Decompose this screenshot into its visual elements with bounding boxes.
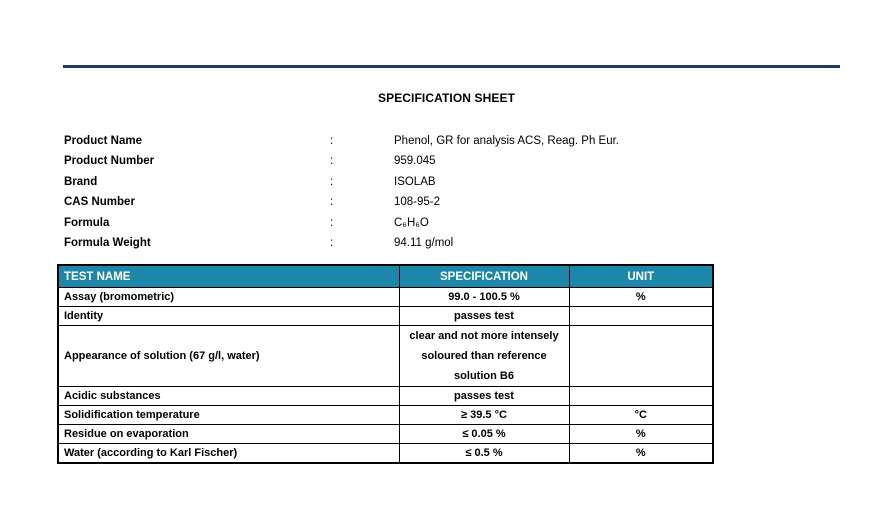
product-info-value: ISOLAB (394, 175, 436, 188)
cell-test-name: Solidification temperature (58, 406, 399, 425)
product-info-row (64, 192, 784, 212)
cell-test-name: Assay (bromometric) (58, 288, 399, 307)
cell-specification: ≤ 0.05 % (399, 425, 569, 444)
cell-unit: °C (569, 406, 713, 425)
product-info (64, 131, 784, 253)
product-info-row (64, 131, 784, 151)
colon-separator: : (330, 175, 334, 188)
column-header-unit: UNIT (569, 265, 713, 288)
column-header-specification: SPECIFICATION (399, 265, 569, 288)
table-row (58, 406, 713, 425)
cell-unit: % (569, 288, 713, 307)
product-info-row (64, 233, 784, 253)
header-rule (63, 65, 840, 68)
table-row (58, 425, 713, 444)
colon-separator: : (330, 155, 334, 168)
product-info-value: Phenol, GR for analysis ACS, Reag. Ph Eur. (394, 135, 620, 147)
product-info-label: CAS Number (64, 196, 135, 209)
cell-unit (569, 307, 713, 326)
product-info-label: Product Name (64, 135, 142, 147)
product-info-row (64, 172, 784, 192)
cell-test-name: Water (according to Karl Fischer) (58, 444, 399, 464)
table-header-row (58, 265, 713, 288)
cell-unit (569, 387, 713, 406)
table-row (58, 288, 713, 307)
cell-specification: clear and not more intensely soloured than reference solution B6 (399, 326, 569, 387)
colon-separator: : (330, 135, 334, 147)
table-row (58, 307, 713, 326)
product-info-value: 959.045 (394, 155, 436, 168)
cell-specification: passes test (399, 387, 569, 406)
specification-table (57, 264, 714, 464)
colon-separator: : (330, 236, 334, 249)
table-row (58, 444, 713, 464)
product-info-row (64, 213, 784, 233)
cell-specification: ≥ 39.5 °C (399, 406, 569, 425)
table-row (58, 326, 713, 387)
cell-unit: % (569, 444, 713, 464)
product-info-row (64, 151, 784, 171)
colon-separator: : (330, 216, 334, 229)
product-info-label: Formula Weight (64, 236, 151, 249)
product-info-label: Formula (64, 216, 110, 229)
column-header-test-name: TEST NAME (58, 265, 399, 288)
cell-specification: passes test (399, 307, 569, 326)
product-info-label: Brand (64, 175, 98, 188)
cell-test-name: Residue on evaporation (58, 425, 399, 444)
cell-unit (569, 326, 713, 387)
colon-separator: : (330, 196, 334, 209)
cell-specification: ≤ 0.5 % (399, 444, 569, 464)
page-title: SPECIFICATION SHEET (377, 91, 516, 105)
product-info-value: C₆H₆O (394, 216, 429, 229)
cell-unit: % (569, 425, 713, 444)
product-info-value: 94.11 g/mol (394, 236, 454, 249)
cell-test-name: Appearance of solution (67 g/l, water) (58, 326, 399, 387)
product-info-value: 108-95-2 (394, 196, 441, 209)
cell-test-name: Acidic substances (58, 387, 399, 406)
table-row (58, 387, 713, 406)
cell-specification: 99.0 - 100.5 % (399, 288, 569, 307)
product-info-label: Product Number (64, 155, 155, 168)
cell-test-name: Identity (58, 307, 399, 326)
